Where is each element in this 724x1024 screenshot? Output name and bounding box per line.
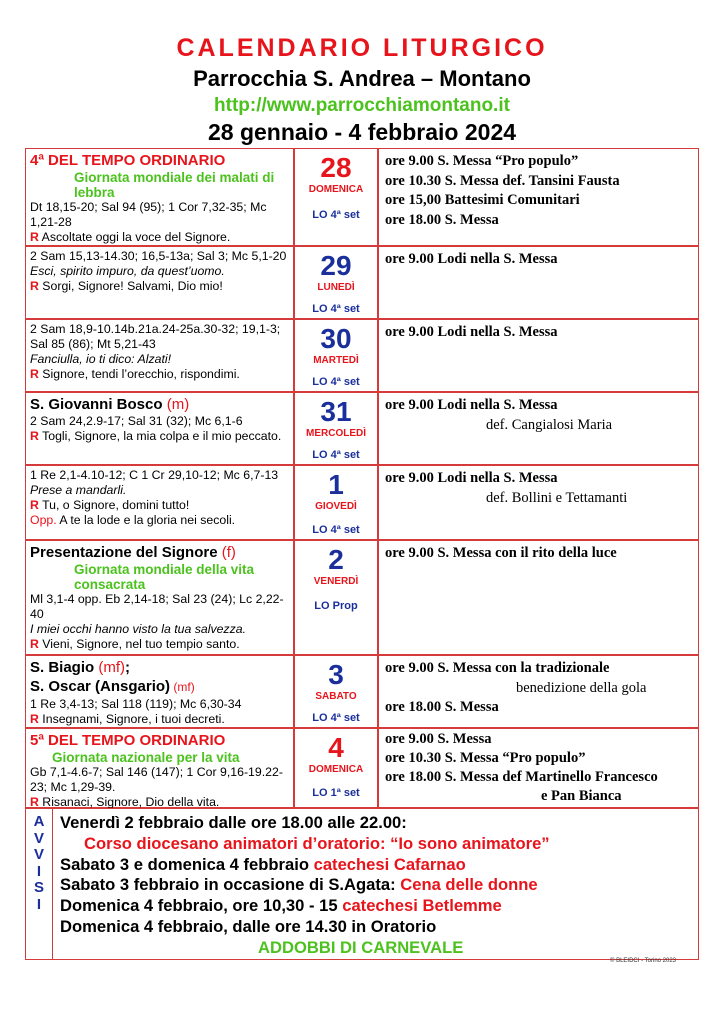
day-row — [25, 655, 699, 728]
notice-highlight: Cena delle donne — [400, 875, 538, 895]
mass-line: ore 9.00 Lodi nella S. Messa — [385, 470, 558, 486]
weekday: LUNEDÌ — [317, 282, 355, 293]
celebration-title: S. Giovanni Bosco — [30, 396, 163, 413]
response-marker: R — [30, 637, 39, 651]
response: Vieni, Signore, nel tuo tempio santo. — [38, 637, 240, 651]
readings: 1 Re 3,4-13; Sal 118 (119); Mc 6,30-34 — [30, 697, 242, 711]
date-cell — [293, 729, 379, 807]
giornata-note: Giornata mondiale della vita consacrata — [74, 562, 255, 592]
avvisi-letter: V — [33, 829, 44, 847]
weekday: GIOVEDÌ — [315, 501, 357, 512]
gospel-verse: Fanciulla, io ti dico: Alzati! — [30, 352, 172, 366]
date-cell — [293, 466, 379, 539]
notice-line: ADDOBBI DI CARNEVALE — [258, 937, 464, 957]
celebration-title: Presentazione del Signore — [30, 544, 218, 561]
notice-line: Sabato 3 e domenica 4 febbraio — [60, 854, 314, 874]
readings: 2 Sam 15,13-14.30; 16,5-13a; Sal 3; Mc 5,1-20 — [30, 249, 287, 263]
gospel-verse: I miei occhi hanno visto la tua salvezza. — [30, 622, 246, 636]
date-cell — [293, 149, 379, 245]
day-row — [25, 540, 699, 655]
date-cell — [293, 656, 379, 727]
mass-schedule — [385, 323, 695, 343]
avvisi-box — [25, 808, 699, 960]
date-cell — [293, 320, 379, 391]
response: Signore, tendi l’orecchio, rispondimi. — [38, 367, 240, 381]
response-marker: R — [30, 230, 39, 244]
mass-line: ore 9.00 S. Messa con la tradizionale — [385, 660, 610, 676]
response: Risanaci, Signore, Dio della vita. — [38, 795, 220, 809]
avvisi-divider — [52, 809, 53, 959]
celebration-title: S. Biagio — [30, 659, 95, 676]
mass-schedule — [385, 544, 695, 564]
day-number: 28 — [320, 152, 352, 183]
liturgy-office: LO 4ª set — [312, 303, 360, 315]
date-cell — [293, 541, 379, 654]
mass-line: ore 10.30 S. Messa def. Tansini Fausta — [385, 172, 620, 189]
readings: Gb 7,1-4.6-7; Sal 146 (147); 1 Cor 9,16-19.22-23; Mc 1,29-39. — [30, 765, 283, 794]
response: Insegnami, Signore, i tuoi decreti. — [38, 712, 225, 726]
liturgy-office: LO 4ª set — [312, 376, 360, 388]
mass-schedule — [385, 250, 695, 270]
mass-schedule — [385, 396, 695, 435]
notice-line: Venerdì 2 febbraio dalle ore 18.00 alle 22.00: — [60, 813, 407, 832]
celebration-rank: (m) — [162, 396, 190, 413]
response: Sorgi, Signore! Salvami, Dio mio! — [38, 279, 223, 293]
date-cell — [293, 393, 379, 464]
liturgy-office: LO 4ª set — [312, 524, 360, 536]
response-marker: R — [30, 279, 39, 293]
day-number: 29 — [320, 250, 352, 281]
day-row — [25, 319, 699, 392]
notice-highlight: catechesi Cafarnao — [313, 854, 466, 874]
gospel-verse: Prese a mandarli. — [30, 483, 127, 497]
readings: 1 Re 2,1-4.10-12; C 1 Cr 29,10-12; Mc 6,7-13 — [30, 468, 279, 482]
liturgy-cell — [30, 468, 288, 528]
giornata-note: Giornata nazionale per la vita — [52, 750, 240, 765]
avvisi-letter: I — [36, 862, 42, 880]
weekday: DOMENICA — [308, 764, 364, 775]
response-marker: R — [30, 429, 39, 443]
day-row — [25, 148, 699, 246]
day-number: 30 — [320, 323, 352, 354]
mass-line: def. Bollini e Tettamanti — [486, 489, 628, 506]
notice-line: Sabato 3 febbraio in occasione di S.Agata: — [60, 875, 401, 895]
avvisi-text — [60, 813, 696, 959]
avvisi-label — [30, 814, 48, 913]
liturgy-office: LO 4ª set — [312, 712, 360, 724]
day-number: 3 — [328, 659, 344, 690]
mass-line: ore 18.00 S. Messa — [385, 211, 499, 228]
mass-schedule — [385, 152, 695, 230]
avvisi-letter: A — [33, 813, 45, 830]
celebration-rank: (mf) — [94, 659, 126, 676]
weekday: VENERDÌ — [313, 576, 359, 587]
celebration-title-2: S. Oscar (Ansgario) — [30, 678, 171, 695]
weekday: DOMENICA — [308, 184, 364, 195]
weekday: MERCOLEDÌ — [306, 428, 366, 439]
parish-url[interactable]: http://www.parrocchiamontano.it — [214, 95, 510, 116]
response-marker: R — [30, 712, 39, 726]
copyright: © BLEIDCI - Torino 2023 — [610, 958, 677, 964]
mass-line: ore 9.00 S. Messa con il rito della luce — [385, 545, 617, 561]
mass-schedule — [385, 730, 695, 806]
response: Tu, o Signore, domini tutto! — [38, 498, 190, 512]
avvisi-letter: I — [36, 895, 42, 913]
readings: Ml 3,1-4 opp. Eb 2,14-18; Sal 23 (24); Lc 2,22-40 — [30, 592, 284, 621]
mass-line: ore 9.00 S. Messa — [385, 731, 492, 747]
weekday: SABATO — [315, 691, 357, 702]
day-number: 2 — [328, 544, 344, 575]
response-marker: R — [30, 498, 39, 512]
notice-line: Corso diocesano animatori d’oratorio: “Io sono animatore” — [84, 833, 550, 853]
liturgy-office: LO 1ª set — [312, 787, 360, 799]
response-marker: R — [30, 367, 39, 381]
liturgy-cell — [30, 151, 288, 245]
page-title: CALENDARIO LITURGICO — [176, 34, 548, 62]
avvisi-letter: S — [33, 879, 44, 896]
day-row — [25, 246, 699, 319]
notice-line: Domenica 4 febbraio, ore 10,30 - 15 — [60, 896, 343, 916]
mass-schedule — [385, 469, 695, 508]
day-number: 4 — [328, 732, 344, 763]
celebration-rank: (f) — [217, 544, 236, 561]
liturgy-cell — [30, 322, 288, 382]
liturgy-cell — [30, 731, 288, 810]
title-separator: ; — [125, 659, 131, 676]
mass-line: e Pan Bianca — [541, 788, 622, 804]
mass-line: def. Cangialosi Maria — [486, 416, 613, 433]
weekday: MARTEDÌ — [313, 355, 359, 366]
gospel-verse: Esci, spirito impuro, da quest’uomo. — [30, 264, 225, 278]
response: Togli, Signore, la mia colpa e il mio peccato. — [38, 429, 282, 443]
day-row — [25, 465, 699, 540]
response-marker: R — [30, 795, 39, 809]
mass-line: ore 15,00 Battesimi Comunitari — [385, 192, 580, 208]
celebration-rank-2: (mf) — [170, 680, 195, 694]
liturgy-office: LO Prop — [314, 600, 358, 612]
parish-name: Parrocchia S. Andrea – Montano — [193, 66, 531, 91]
day-row — [25, 728, 699, 808]
opp-label: Opp. — [30, 513, 57, 527]
readings: 2 Sam 24,2.9-17; Sal 31 (32); Mc 6,1-6 — [30, 414, 243, 428]
liturgy-cell — [30, 395, 288, 444]
mass-schedule — [385, 659, 695, 718]
mass-line: ore 9.00 Lodi nella S. Messa — [385, 324, 558, 340]
mass-line: ore 10.30 S. Messa “Pro populo” — [385, 750, 586, 766]
mass-line: ore 9.00 S. Messa “Pro populo” — [385, 153, 579, 169]
notice-line: Domenica 4 febbraio, dalle ore 14.30 in Oratorio — [60, 916, 437, 936]
celebration-title: 5ª DEL TEMPO ORDINARIO — [30, 732, 226, 749]
opp-response: A te la lode e la gloria nei secoli. — [56, 513, 236, 527]
celebration-title: 4ª DEL TEMPO ORDINARIO — [30, 152, 226, 169]
day-number: 31 — [320, 396, 352, 427]
liturgy-cell — [30, 249, 288, 294]
giornata-note: Giornata mondiale dei malati di lebbra — [74, 170, 275, 200]
liturgy-office: LO 4ª set — [312, 209, 360, 221]
avvisi-letter: V — [33, 846, 44, 863]
mass-line: ore 18.00 S. Messa def Martinello Francesco — [385, 769, 658, 785]
liturgy-cell — [30, 658, 288, 727]
mass-line: ore 9.00 Lodi nella S. Messa — [385, 397, 558, 413]
liturgy-cell — [30, 543, 288, 652]
mass-line: ore 9.00 Lodi nella S. Messa — [385, 251, 558, 267]
response: Ascoltate oggi la voce del Signore. — [38, 230, 231, 244]
date-cell — [293, 247, 379, 318]
mass-line: ore 18.00 S. Messa — [385, 699, 499, 715]
day-row — [25, 392, 699, 465]
date-range: 28 gennaio - 4 febbraio 2024 — [207, 119, 517, 145]
liturgy-office: LO 4ª set — [312, 449, 360, 461]
notice-highlight: catechesi Betlemme — [342, 896, 502, 916]
readings: Dt 18,15-20; Sal 94 (95); 1 Cor 7,32-35; Mc 1,21-28 — [30, 200, 267, 229]
mass-line: benedizione della gola — [516, 679, 647, 696]
readings: 2 Sam 18,9-10.14b.21a.24-25a.30-32; 19,1-3; Sal 85 (86); Mt 5,21-43 — [30, 322, 281, 351]
day-number: 1 — [328, 469, 344, 500]
